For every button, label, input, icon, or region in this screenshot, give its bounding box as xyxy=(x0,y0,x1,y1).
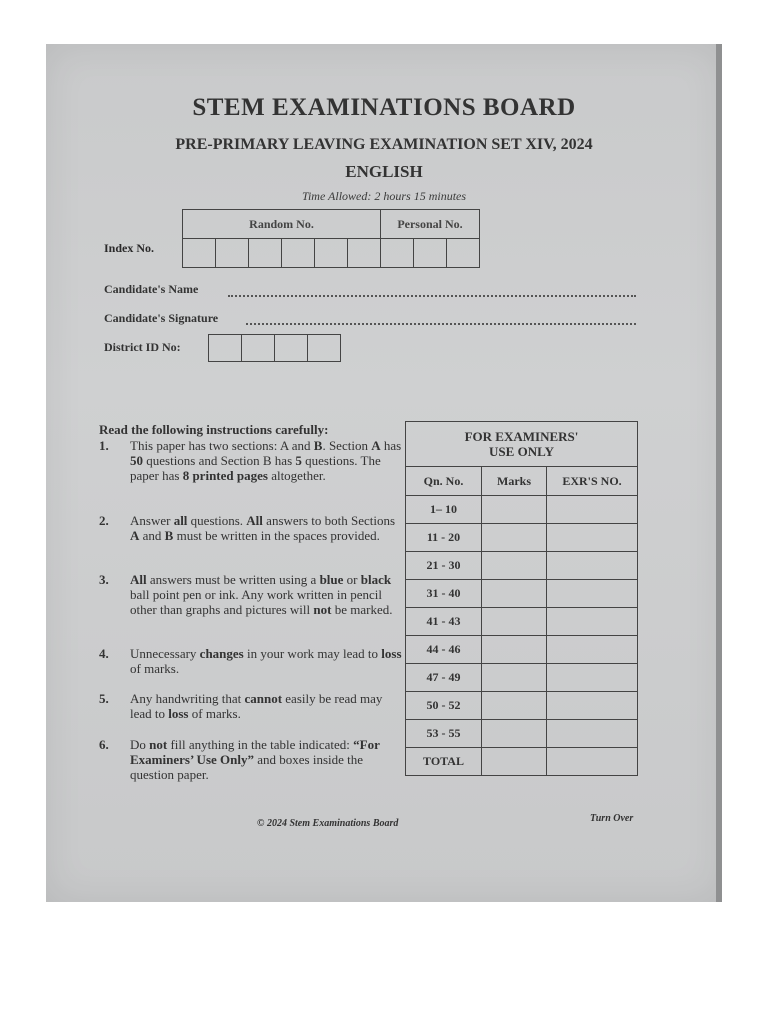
exam-title: PRE-PRIMARY LEAVING EXAMINATION SET XIV, 2024 xyxy=(175,136,593,153)
index-digit-box[interactable] xyxy=(249,239,282,268)
instruction-number: 5. xyxy=(99,691,109,706)
time-allowed: Time Allowed: 2 hours 15 minutes xyxy=(301,189,467,203)
instruction-text: All answers must be written using a blue or black ball point pen or ink. Any work written in pencil other than graphs and pictures will not be marked. xyxy=(130,572,393,617)
question-range: 44 - 46 xyxy=(406,636,482,664)
random-number-header: Random No. xyxy=(183,210,381,239)
question-range: 47 - 49 xyxy=(406,664,482,692)
table-row xyxy=(406,748,638,776)
column-header-qn-no: Qn. No. xyxy=(406,467,482,496)
examiners-table xyxy=(405,421,638,776)
instruction-text: Unnecessary changes in your work may lead to loss of marks. xyxy=(130,646,402,676)
table-row xyxy=(406,524,638,552)
district-digit-box[interactable] xyxy=(308,335,341,362)
exr-no-cell[interactable] xyxy=(547,608,638,636)
instruction-text: Answer all questions. All answers to both Sections A and B must be written in the spaces provided. xyxy=(130,513,396,543)
index-digit-box[interactable] xyxy=(315,239,348,268)
table-row xyxy=(406,636,638,664)
instruction-item xyxy=(99,646,402,676)
exr-no-cell[interactable] xyxy=(547,664,638,692)
instruction-number: 6. xyxy=(99,737,109,752)
column-header-marks: Marks xyxy=(482,467,547,496)
district-digit-box[interactable] xyxy=(209,335,242,362)
instruction-item xyxy=(99,572,399,632)
index-digit-box[interactable] xyxy=(447,239,480,268)
instruction-text: Any handwriting that cannot easily be read may lead to loss of marks. xyxy=(130,691,383,721)
question-range: 50 - 52 xyxy=(406,692,482,720)
instruction-item xyxy=(99,737,399,782)
instructions-title: Read the following instructions carefully: xyxy=(99,422,329,437)
table-row xyxy=(406,692,638,720)
district-id-grid xyxy=(208,334,341,362)
question-range: 1– 10 xyxy=(406,496,482,524)
index-digit-box[interactable] xyxy=(348,239,381,268)
instruction-number: 1. xyxy=(99,438,109,453)
candidate-signature-line[interactable] xyxy=(246,323,636,325)
marks-cell[interactable] xyxy=(482,692,547,720)
board-title: STEM EXAMINATIONS BOARD xyxy=(192,94,576,121)
district-digit-box[interactable] xyxy=(275,335,308,362)
exr-no-cell[interactable] xyxy=(547,636,638,664)
total-exr-no-cell[interactable] xyxy=(547,748,638,776)
table-row xyxy=(406,664,638,692)
instruction-item xyxy=(99,438,402,498)
index-number-label: Index No. xyxy=(104,241,155,255)
instruction-number: 3. xyxy=(99,572,109,587)
total-label: TOTAL xyxy=(406,748,482,776)
candidate-name-line[interactable] xyxy=(228,295,636,297)
question-range: 31 - 40 xyxy=(406,580,482,608)
subject-title: ENGLISH xyxy=(345,162,423,181)
index-digit-box[interactable] xyxy=(282,239,315,268)
index-digit-box[interactable] xyxy=(414,239,447,268)
turn-over-note: Turn Over xyxy=(590,813,634,824)
instruction-number: 2. xyxy=(99,513,109,528)
question-range: 41 - 43 xyxy=(406,608,482,636)
exr-no-cell[interactable] xyxy=(547,552,638,580)
index-digit-box[interactable] xyxy=(216,239,249,268)
examiners-title-line1: FOR EXAMINERS' xyxy=(464,429,579,444)
marks-cell[interactable] xyxy=(482,552,547,580)
marks-cell[interactable] xyxy=(482,524,547,552)
table-row xyxy=(406,608,638,636)
index-number-grid xyxy=(182,209,480,268)
marks-cell[interactable] xyxy=(482,496,547,524)
exam-paper-sheet xyxy=(46,44,722,902)
index-digit-box[interactable] xyxy=(183,239,216,268)
question-range: 21 - 30 xyxy=(406,552,482,580)
exr-no-cell[interactable] xyxy=(547,496,638,524)
column-header-exr-no: EXR'S NO. xyxy=(547,467,638,496)
table-row xyxy=(406,552,638,580)
personal-number-header: Personal No. xyxy=(381,210,480,239)
total-marks-cell[interactable] xyxy=(482,748,547,776)
table-row xyxy=(406,720,638,748)
copyright-footer: © 2024 Stem Examinations Board xyxy=(257,818,399,829)
marks-cell[interactable] xyxy=(482,720,547,748)
examiners-table-title xyxy=(406,422,638,467)
index-digit-box[interactable] xyxy=(381,239,414,268)
question-range: 53 - 55 xyxy=(406,720,482,748)
exr-no-cell[interactable] xyxy=(547,580,638,608)
table-row xyxy=(406,496,638,524)
marks-cell[interactable] xyxy=(482,636,547,664)
marks-cell[interactable] xyxy=(482,608,547,636)
instruction-text: This paper has two sections: A and B. Section A has 50 questions and Section B has 5 questions. The paper has 8 printed pages altogether. xyxy=(130,438,402,483)
instruction-number: 4. xyxy=(99,646,109,661)
marks-cell[interactable] xyxy=(482,580,547,608)
exr-no-cell[interactable] xyxy=(547,524,638,552)
exr-no-cell[interactable] xyxy=(547,720,638,748)
marks-cell[interactable] xyxy=(482,664,547,692)
examiners-title-line2: USE ONLY xyxy=(489,444,554,459)
table-row xyxy=(406,580,638,608)
exr-no-cell[interactable] xyxy=(547,692,638,720)
question-range: 11 - 20 xyxy=(406,524,482,552)
instruction-text: Do not fill anything in the table indicated: “For Examiners’ Use Only” and boxes inside the question paper. xyxy=(130,737,380,782)
district-digit-box[interactable] xyxy=(242,335,275,362)
instruction-item xyxy=(99,513,399,558)
candidate-signature-label: Candidate's Signature xyxy=(104,311,219,325)
instruction-item xyxy=(99,691,399,721)
district-id-label: District ID No: xyxy=(104,340,181,354)
candidate-name-label: Candidate's Name xyxy=(104,282,199,296)
